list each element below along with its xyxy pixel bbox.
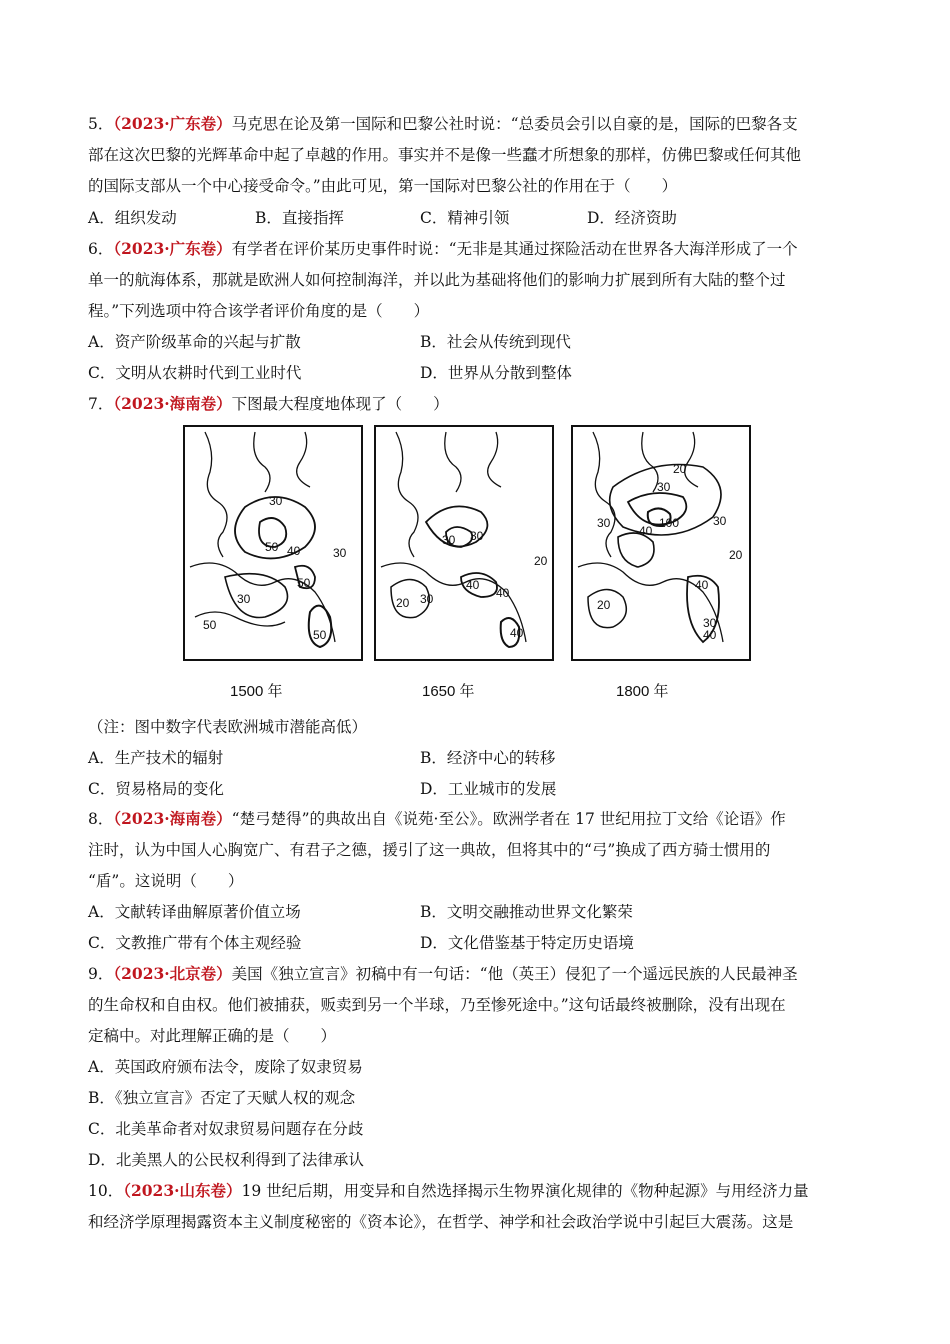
q5-source: （2023·广东卷） [113,114,232,133]
q9-number: 9． [88,965,114,983]
q5-line-2: 部在这次巴黎的光辉革命中起了卓越的作用。事实并不是像一些蠢才所想象的那样，仿佛巴黎或任何其他 [88,146,802,164]
q9-option-a[interactable]: A．英国政府颁布法令，废除了奴隶贸易 [88,1058,363,1076]
q7-note: （注：图中数字代表欧洲城市潜能高低） [88,718,368,736]
map-1650-label-4: 20 [396,596,410,610]
q9-option-b[interactable]: B．《独立宣言》否定了天赋人权的观念 [88,1089,356,1107]
q10-line-2: 和经济学原理揭露资本主义制度秘密的《资本论》，在哲学、神学和社会政治学说中引起巨大震荡。这是 [88,1213,794,1231]
map-1650-label-1: 30 [442,533,456,547]
q7-stem: 下图最大程度地体现了（ ） [231,395,449,413]
q9-source: （2023·北京卷） [113,964,232,983]
q8-number: 8． [88,810,114,828]
q7-number: 7． [88,395,114,413]
q6-line-1 [88,238,868,260]
q9-line-2: 的生命权和自由权。他们被捕获，贩卖到另一个半球，乃至惨死途中。”这句话最终被删除，没有出现在 [88,996,786,1014]
map-1800-label-6: 30 [713,514,727,528]
q6-line-2: 单一的航海体系，那就是欧洲人如何控制海洋，并以此为基础将他们的影响力扩展到所有大陆的整个过 [88,271,786,289]
map-1500 [183,425,363,661]
map-1800-label-11: 40 [703,628,717,642]
q9-option-c[interactable]: C．北美革命者对奴隶贸易问题存在分歧 [88,1120,364,1138]
map-1500-label-1: 30 [269,494,283,508]
q7-source: （2023·海南卷） [113,394,232,413]
map-1800-label-7: 20 [729,548,743,562]
q7-option-d[interactable]: D．工业城市的发展 [420,780,557,798]
q9-line-1 [88,963,868,985]
q8-stem-1: “楚弓楚得”的典故出自《说苑·至公》。欧洲学者在 17 世纪用拉丁文给《论语》作 [231,810,786,828]
q6-line-3: 程。”下列选项中符合该学者评价角度的是（ ） [88,302,430,320]
q10-line-1 [88,1180,868,1202]
q5-stem-1: 马克思在论及第一国际和巴黎公社时说：“总委员会引以自豪的是，国际的巴黎各支 [231,115,798,133]
q5-number: 5． [88,115,114,133]
q10-source: （2023·山东卷） [123,1181,242,1200]
map-1800-label-10: 30 [703,616,717,630]
map-1500-label-7: 50 [203,618,217,632]
q6-option-d[interactable]: D．世界从分散到整体 [420,364,572,382]
map-1650-label-5: 30 [420,592,434,606]
map-1500-label-2: 50 [265,540,279,554]
map-1500-drawing [185,427,361,659]
map-1650-year: 1650 年 [422,683,475,700]
q6-option-b[interactable]: B．社会从传统到现代 [420,333,571,351]
map-1800-label-2: 30 [657,480,671,494]
q8-line-2: 注时，认为中国人心胸宽广、有君子之德，援引了这一典故，但将其中的“弓”换成了西方骑士惯用的 [88,841,771,859]
map-1500-label-3: 40 [287,544,301,558]
q8-source: （2023·海南卷） [113,809,232,828]
map-1800-label-9: 20 [597,598,611,612]
europe-city-potential-maps [183,425,763,665]
map-1650-label-3: 20 [534,554,548,568]
map-1500-year: 1500 年 [230,683,283,700]
q8-line-3: “盾”。这说明（ ） [88,872,244,890]
map-1800-drawing [573,427,749,659]
map-1800-label-5: 100 [659,516,680,530]
q9-line-3: 定稿中。对此理解正确的是（ ） [88,1027,337,1045]
q7-option-b[interactable]: B．经济中心的转移 [420,749,556,767]
map-1500-label-8: 50 [313,628,327,642]
q5-line-3: 的国际支部从一个中心接受命令。”由此可见，第一国际对巴黎公社的作用在于（ ） [88,177,678,195]
map-1800-label-8: 40 [695,578,709,592]
q6-source: （2023·广东卷） [113,239,232,258]
q9-option-d[interactable]: D．北美黑人的公民权利得到了法律承认 [88,1151,364,1169]
map-1650-label-6: 40 [466,578,480,592]
q7-option-a[interactable]: A．生产技术的辐射 [88,749,224,767]
map-1650-label-7: 40 [496,586,510,600]
map-1800-label-3: 30 [597,516,611,530]
q8-option-b[interactable]: B．文明交融推动世界文化繁荣 [420,903,633,921]
q10-number: 10． [88,1182,124,1200]
map-1650-label-8: 40 [510,626,524,640]
q8-option-c[interactable]: C．文教推广带有个体主观经验 [88,934,302,952]
q8-option-a[interactable]: A．文献转译曲解原著价值立场 [88,903,301,921]
q6-stem-1: 有学者在评价某历史事件时说：“无非是其通过探险活动在世界各大海洋形成了一个 [231,240,798,258]
map-1800 [571,425,751,661]
map-1800-year: 1800 年 [616,683,669,700]
q5-option-d[interactable]: D．经济资助 [587,209,677,227]
q8-option-d[interactable]: D．文化借鉴基于特定历史语境 [420,934,634,952]
q9-stem-1: 美国《独立宣言》初稿中有一句话：“他（英王）侵犯了一个遥远民族的人民最神圣 [231,965,798,983]
map-1500-label-5: 50 [297,576,311,590]
map-1800-label-4: 40 [639,524,653,538]
q5-option-c[interactable]: C．精神引领 [420,209,510,227]
map-1650-drawing [376,427,552,659]
q6-option-c[interactable]: C．文明从农耕时代到工业时代 [88,364,302,382]
q5-option-b[interactable]: B．直接指挥 [255,209,344,227]
q5-option-a[interactable]: A．组织发动 [88,209,177,227]
q6-number: 6． [88,240,114,258]
map-1800-label-1: 20 [673,462,687,476]
map-1500-label-4: 30 [333,546,347,560]
q5-line-1 [88,113,868,135]
q6-option-a[interactable]: A．资产阶级革命的兴起与扩散 [88,333,301,351]
map-1650-label-2: 30 [470,529,484,543]
q10-stem-1: 19 世纪后期，用变异和自然选择揭示生物界演化规律的《物种起源》与用经济力量 [241,1182,809,1200]
map-1500-label-6: 30 [237,592,251,606]
q7-option-c[interactable]: C．贸易格局的变化 [88,780,224,798]
q8-line-1 [88,808,868,830]
map-1650 [374,425,554,661]
q7-line-1 [88,393,868,415]
